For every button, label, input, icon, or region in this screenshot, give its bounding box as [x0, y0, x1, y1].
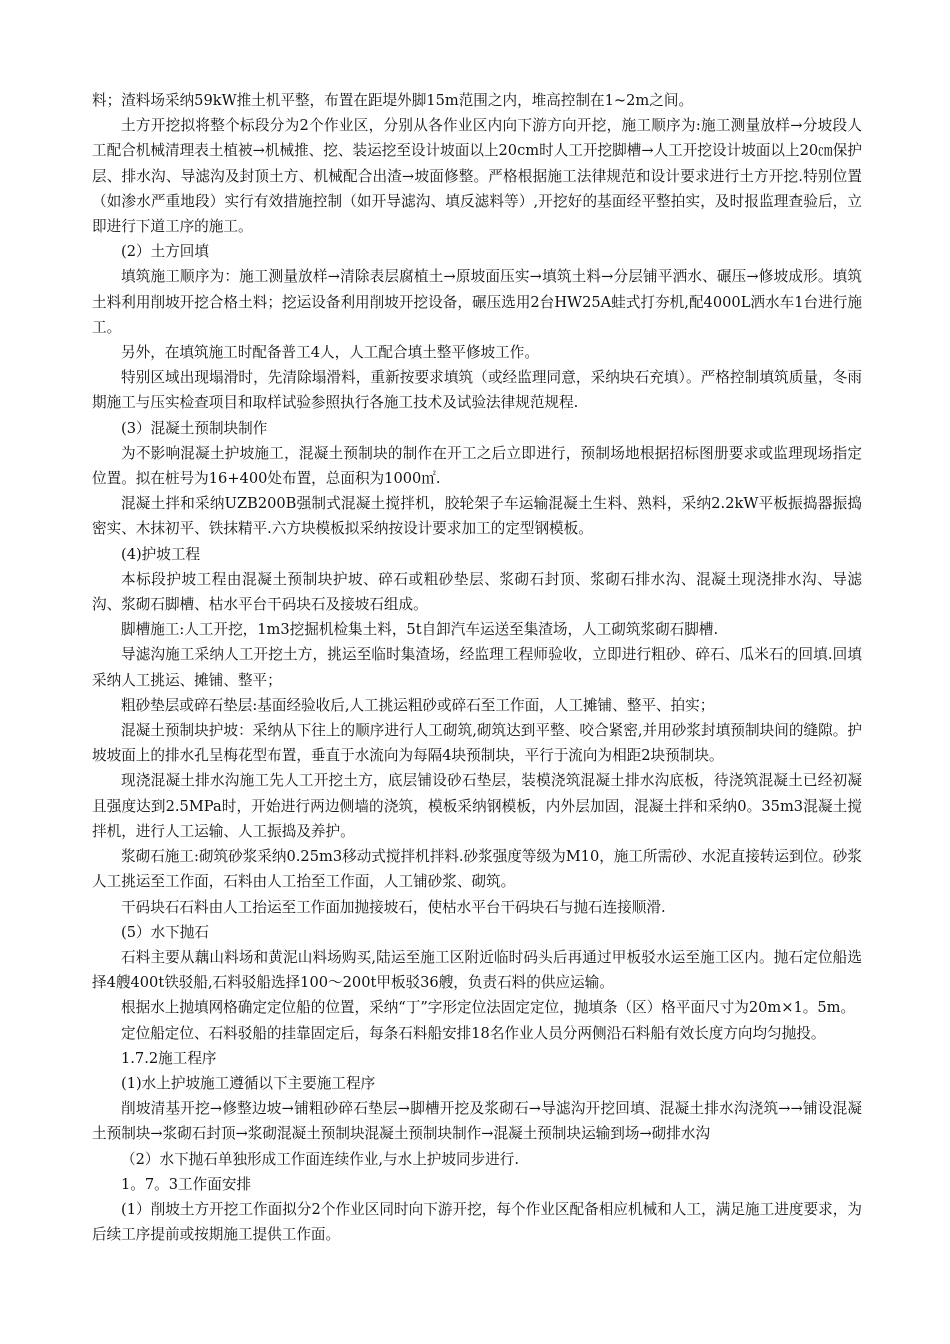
paragraph: 特别区域出现塌滑时，先清除塌滑料，重新按要求填筑（或经监理同意，采纳块石充填）。严格控制填筑质量，冬雨期施工与压实检查项目和取样试验参照执行各施工技术及试验法律规范规程.: [92, 369, 862, 412]
paragraph: 定位船定位、石料驳船的挂靠固定后，每条石料船安排18名作业人员分两侧沿石料船有效长度方向均匀抛投。: [121, 1024, 826, 1042]
paragraph: 本标段护坡工程由混凝土预制块护坡、碎石或粗砂垫层、浆砌石封顶、浆砌石排水沟、混凝土现浇排水沟、导滤沟、浆砌石脚槽、枯水平台干码块石及接坡石组成。: [92, 570, 862, 614]
paragraph: 粗砂垫层或碎石垫层:基面经验收后,人工挑运粗砂或碎石至工作面，人工摊铺、整平、拍实；: [121, 696, 715, 714]
paragraph: 填筑施工顺序为：施工测量放样→清除表层腐植土→原坡面压实→填筑土料→分层铺平洒水、碾压→修坡成形。填筑土料利用削坡开挖合格土料；挖运设备利用削坡开挖设备，碾压选用2台HW25A蛙式打夯机,配4000L洒水车1台进行施工。: [92, 268, 862, 336]
paragraph: 导滤沟施工采纳人工开挖土方，挑运至临时集渣场，经监理工程师验收，立即进行粗砂、碎石、瓜米石的回填.回填采纳人工挑运、摊铺、整平；: [92, 646, 862, 689]
section-heading: 1。7。3工作面安排: [121, 1175, 252, 1193]
paragraph: 为不影响混凝土护坡施工，混凝土预制块的制作在开工之后立即进行，预制场地根据招标图册要求或监理现场指定位置。拟在桩号为16+400处布置，总面积为1000㎡.: [92, 444, 862, 488]
paragraph: 现浇混凝土排水沟施工先人工开挖土方，底层铺设砂石垫层，装模浇筑混凝土排水沟底板，待浇筑混凝土已经初凝且强度达到2.5MPa时，开始进行两边侧墙的浇筑，模板采纳钢模板，内外层加固，混凝土拌和采纳0。35m3混凝土搅拌机，进行人工运输、人工振捣及养护。: [92, 772, 862, 840]
section-heading: 1.7.2施工程序: [121, 1049, 217, 1067]
section-heading: (3）混凝土预制块制作: [121, 419, 268, 437]
section-heading: (5）水下抛石: [121, 923, 209, 941]
paragraph: 浆砌石施工:砌筑砂浆采纳0.25m3移动式搅拌机拌料.砂浆强度等级为M10，施工所需砂、水泥直接转运到位。砂浆人工挑运至工作面，石料由人工抬至工作面，人工铺砂浆、砌筑。: [92, 848, 862, 891]
section-heading: (2）土方回填: [121, 243, 209, 261]
paragraph: 石料主要从藕山料场和黄泥山料场购买,陆运至施工区附近临时码头后再通过甲板驳水运至施工区内。抛石定位船选择4艘400t铁驳船,石料驳船选择100～200t甲板驳36艘，负责石料的供应运输。: [92, 948, 862, 992]
paragraph: 根据水上抛填网格确定定位船的位置，采纳“丁”字形定位法固定定位，抛填条（区）格平面尺寸为20m×1。5m。: [121, 999, 856, 1017]
paragraph: 干码块石石料由人工抬运至工作面加抛接坡石，使枯水平台干码块石与抛石连接顺滑.: [121, 898, 666, 916]
paragraph: 土方开挖拟将整个标段分为2个作业区，分别从各作业区内向下游方向开挖，施工顺序为:施工测量放样→分坡段人工配合机械清理表土植被→机械推、挖、装运挖至设计坡面以上20cm时人工开挖脚槽→人工开挖设计坡面以上20㎝保护层、排水沟、导滤沟及封顶土方、机械配合出渣→坡面修整。严格根据施工法律规范和设计要求进行土方开挖.特别位置（如渗水严重地段）实行有效措施控制（如开导滤沟、填反滤料等）,开挖好的基面经平整拍实，及时报监理查验后，立即进行下道工序的施工。: [92, 117, 862, 236]
paragraph: 混凝土拌和采纳UZB200B强制式混凝土搅拌机，胶轮架子车运输混凝土生料、熟料，采纳2.2kW平板振捣器振捣密实、木抹初平、铁抹精平.六方块模板拟采纳按设计要求加工的定型钢模板。: [92, 495, 862, 538]
document-page: [92, 88, 862, 1247]
paragraph: 削坡清基开挖→修整边坡→铺粗砂碎石垫层→脚槽开挖及浆砌石→导滤沟开挖回填、混凝土排水沟浇筑→→铺设混凝土预制块→浆砌石封顶→浆砌混凝土预制块混凝土预制块制作→混凝土预制块运输到场→砌排水沟: [92, 1100, 862, 1143]
paragraph: 另外，在填筑施工时配备普工4人，人工配合填土整平修坡工作。: [121, 344, 539, 362]
section-heading: (4)护坡工程: [121, 545, 201, 563]
paragraph: （2）水下抛石单独形成工作面连续作业,与水上护坡同步进行.: [121, 1150, 520, 1168]
paragraph: 混凝土预制块护坡：采纳从下往上的顺序进行人工砌筑,砌筑达到平整、咬合紧密,并用砂浆封填预制块间的缝隙。护坡坡面上的排水孔呈梅花型布置，垂直于水流向为每隔4块预制块，平行于流向为相距2块预制块。: [92, 722, 862, 765]
paragraph: (1）削坡土方开挖工作面拟分2个作业区同时向下游开挖，每个作业区配备相应机械和人工，满足施工进度要求，为后续工序提前或按期施工提供工作面。: [92, 1200, 862, 1244]
section-heading: (1)水上护坡施工遵循以下主要施工程序: [121, 1074, 376, 1092]
paragraph: 脚槽施工:人工开挖，1m3挖掘机检集土料，5t自卸汽车运送至集渣场，人工砌筑浆砌石脚槽.: [121, 621, 719, 639]
paragraph: 料；渣料场采纳59kW推土机平整，布置在距堤外脚15m范围之内，堆高控制在1~2m之间。: [92, 92, 694, 109]
